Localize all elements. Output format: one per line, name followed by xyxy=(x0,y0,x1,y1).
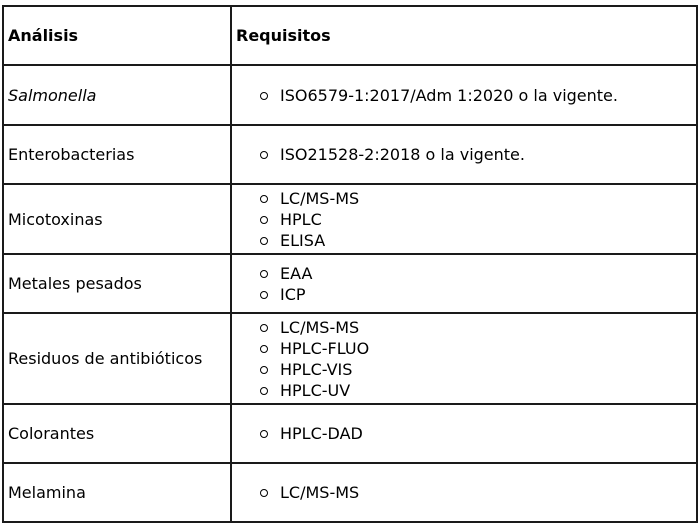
analysis-cell: Residuos de antibióticos xyxy=(3,313,231,404)
requirement-text: ICP xyxy=(280,284,306,304)
requirement-text: HPLC-FLUO xyxy=(280,338,370,358)
table-row xyxy=(3,463,697,522)
analysis-cell: Colorantes xyxy=(3,404,231,463)
analysis-cell: Micotoxinas xyxy=(3,184,231,254)
requirements-cell xyxy=(231,404,697,463)
requirements-cell xyxy=(231,125,697,184)
analysis-cell: Enterobacterias xyxy=(3,125,231,184)
circle-bullet-icon xyxy=(260,151,268,159)
requirement-text: EAA xyxy=(280,263,313,283)
table-row xyxy=(3,125,697,184)
requirement-text: LC/MS-MS xyxy=(280,188,360,208)
requirements-list xyxy=(232,482,696,503)
list-item xyxy=(260,359,696,380)
requirement-text: HPLC-DAD xyxy=(280,424,363,443)
list-item xyxy=(260,85,696,106)
circle-bullet-icon xyxy=(260,345,268,353)
analysis-cell: Melamina xyxy=(3,463,231,522)
analysis-cell: Salmonella xyxy=(3,65,231,125)
circle-bullet-icon xyxy=(260,366,268,374)
circle-bullet-icon xyxy=(260,291,268,299)
list-item xyxy=(260,188,696,209)
header-requirements: Requisitos xyxy=(231,6,697,65)
header-analysis: Análisis xyxy=(3,6,231,65)
list-item xyxy=(260,317,696,338)
requirements-list xyxy=(232,317,696,401)
requirement-text: LC/MS-MS xyxy=(280,317,360,337)
list-item xyxy=(260,263,696,284)
table-row xyxy=(3,65,697,125)
requirement-text: ISO21528-2:2018 o la vigente. xyxy=(280,145,525,164)
list-item xyxy=(260,230,696,251)
list-item xyxy=(260,482,696,503)
requirements-cell xyxy=(231,65,697,125)
requirements-list xyxy=(232,263,696,305)
circle-bullet-icon xyxy=(260,237,268,245)
requirements-cell xyxy=(231,254,697,313)
requirements-list xyxy=(232,423,696,444)
table-row xyxy=(3,184,697,254)
table-row xyxy=(3,404,697,463)
analysis-cell: Metales pesados xyxy=(3,254,231,313)
requirement-text: ELISA xyxy=(280,230,326,250)
table-row xyxy=(3,254,697,313)
requirement-text: HPLC-VIS xyxy=(280,359,353,379)
list-item xyxy=(260,144,696,165)
requirements-cell xyxy=(231,463,697,522)
circle-bullet-icon xyxy=(260,92,268,100)
requirements-list xyxy=(232,85,696,106)
requirement-text: LC/MS-MS xyxy=(280,483,360,502)
list-item xyxy=(260,284,696,305)
circle-bullet-icon xyxy=(260,324,268,332)
list-item xyxy=(260,209,696,230)
requirement-text: HPLC-UV xyxy=(280,380,351,400)
requirements-cell xyxy=(231,313,697,404)
circle-bullet-icon xyxy=(260,270,268,278)
list-item xyxy=(260,380,696,401)
requirement-text: ISO6579-1:2017/Adm 1:2020 o la vigente. xyxy=(280,85,618,105)
table-row xyxy=(3,313,697,404)
list-item xyxy=(260,338,696,359)
circle-bullet-icon xyxy=(260,489,268,497)
requirements-list xyxy=(232,144,696,165)
circle-bullet-icon xyxy=(260,430,268,438)
requirements-cell xyxy=(231,184,697,254)
circle-bullet-icon xyxy=(260,216,268,224)
requirement-text: HPLC xyxy=(280,209,322,229)
requirements-list xyxy=(232,188,696,251)
list-item xyxy=(260,423,696,444)
analysis-requirements-table xyxy=(2,5,698,523)
table-header-row xyxy=(3,6,697,65)
circle-bullet-icon xyxy=(260,195,268,203)
circle-bullet-icon xyxy=(260,387,268,395)
